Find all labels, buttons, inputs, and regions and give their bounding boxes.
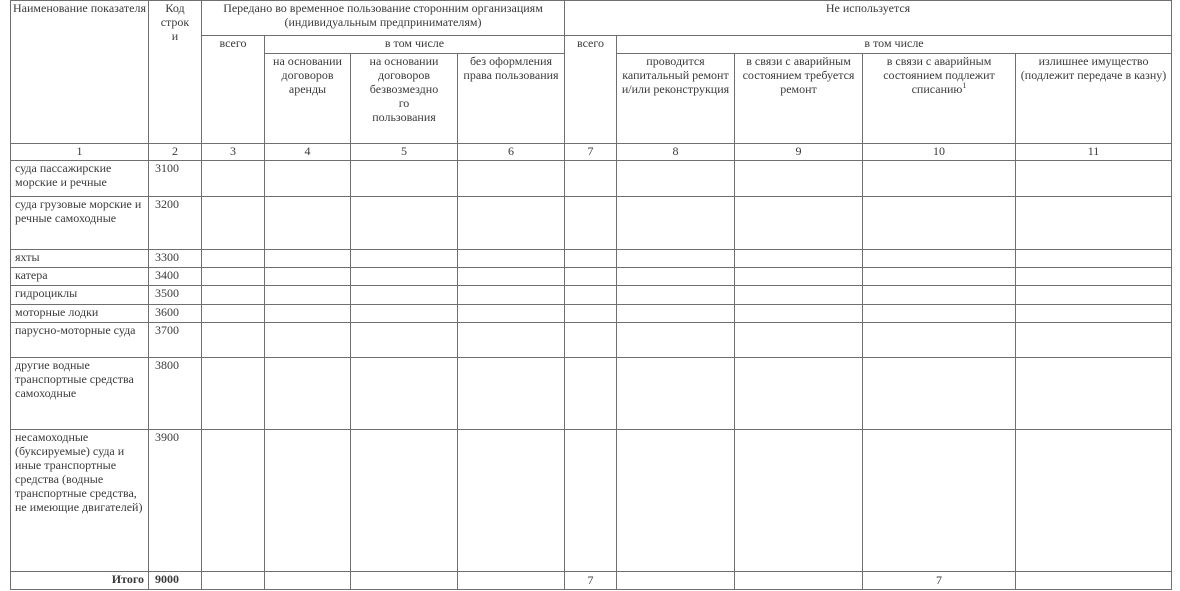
- table-row: [11, 250, 1172, 268]
- cell[interactable]: [617, 268, 735, 286]
- cell[interactable]: [1016, 323, 1172, 358]
- cell[interactable]: [265, 161, 351, 197]
- cell[interactable]: [1016, 305, 1172, 323]
- cell[interactable]: [863, 305, 1016, 323]
- table-row: [11, 286, 1172, 305]
- cell[interactable]: [863, 161, 1016, 197]
- cell[interactable]: [202, 305, 265, 323]
- table-row: [11, 268, 1172, 286]
- cell[interactable]: [265, 286, 351, 305]
- header-transferred-total: всего: [202, 36, 265, 144]
- header-code: Код строк и: [149, 1, 202, 144]
- table-row: [11, 197, 1172, 250]
- footnote-mark: 1: [962, 81, 967, 91]
- cell[interactable]: [458, 571, 565, 589]
- cell[interactable]: [863, 286, 1016, 305]
- cell[interactable]: [617, 358, 735, 429]
- cell[interactable]: [458, 268, 565, 286]
- total-col10-value[interactable]: 7: [863, 571, 1016, 589]
- cell[interactable]: [265, 323, 351, 358]
- cell[interactable]: [351, 250, 458, 268]
- cell[interactable]: [735, 161, 863, 197]
- header-col8: проводится капитальный ремонт и/или реконструкция: [617, 54, 735, 144]
- row-code: 3100: [149, 161, 202, 197]
- cell[interactable]: [1016, 358, 1172, 429]
- cell[interactable]: [863, 429, 1016, 571]
- row-name: другие водные транспортные средства самоходные: [11, 358, 149, 429]
- row-name: гидроциклы: [11, 286, 149, 305]
- column-number: 5: [351, 144, 458, 161]
- cell[interactable]: [617, 323, 735, 358]
- cell[interactable]: [617, 161, 735, 197]
- cell[interactable]: [458, 250, 565, 268]
- cell[interactable]: [202, 161, 265, 197]
- cell[interactable]: [351, 197, 458, 250]
- cell[interactable]: [565, 358, 617, 429]
- cell[interactable]: [202, 323, 265, 358]
- cell[interactable]: [458, 197, 565, 250]
- cell[interactable]: [735, 268, 863, 286]
- cell[interactable]: [265, 358, 351, 429]
- cell[interactable]: [617, 197, 735, 250]
- cell[interactable]: [1016, 268, 1172, 286]
- column-number: 7: [565, 144, 617, 161]
- row-name: моторные лодки: [11, 305, 149, 323]
- cell[interactable]: [617, 429, 735, 571]
- cell[interactable]: [351, 358, 458, 429]
- row-code: 3300: [149, 250, 202, 268]
- column-number: 8: [617, 144, 735, 161]
- cell[interactable]: [202, 358, 265, 429]
- column-number: 2: [149, 144, 202, 161]
- cell[interactable]: [351, 161, 458, 197]
- header-transferred: Передано во временное пользование сторонним организациям (индивидуальным предпринимателям): [202, 1, 565, 36]
- cell[interactable]: [565, 429, 617, 571]
- cell[interactable]: [351, 305, 458, 323]
- column-number: 10: [863, 144, 1016, 161]
- cell[interactable]: [565, 323, 617, 358]
- total-col7-value[interactable]: 7: [565, 571, 617, 589]
- cell[interactable]: [863, 250, 1016, 268]
- cell[interactable]: [1016, 250, 1172, 268]
- header-row-1: [11, 1, 1172, 36]
- cell[interactable]: [202, 268, 265, 286]
- column-number: 4: [265, 144, 351, 161]
- cell[interactable]: [735, 571, 863, 589]
- cell[interactable]: [202, 571, 265, 589]
- cell[interactable]: [458, 305, 565, 323]
- cell[interactable]: [1016, 571, 1172, 589]
- total-code: 9000: [149, 571, 202, 589]
- row-name: парусно-моторные суда: [11, 323, 149, 358]
- cell[interactable]: [1016, 161, 1172, 197]
- cell[interactable]: [1016, 197, 1172, 250]
- header-col9: в связи с аварийным состоянием требуется ремонт: [735, 54, 863, 144]
- cell[interactable]: [617, 250, 735, 268]
- cell[interactable]: [265, 305, 351, 323]
- cell[interactable]: [351, 323, 458, 358]
- row-name: яхты: [11, 250, 149, 268]
- cell[interactable]: [458, 286, 565, 305]
- column-numbers-row: [11, 144, 1172, 161]
- cell[interactable]: [458, 161, 565, 197]
- cell[interactable]: [735, 323, 863, 358]
- cell[interactable]: [735, 305, 863, 323]
- column-number: 9: [735, 144, 863, 161]
- cell[interactable]: [351, 429, 458, 571]
- cell[interactable]: [617, 286, 735, 305]
- cell[interactable]: [351, 286, 458, 305]
- cell[interactable]: [863, 323, 1016, 358]
- table-row: [11, 358, 1172, 429]
- table-row: [11, 429, 1172, 571]
- cell[interactable]: [265, 571, 351, 589]
- table-row: [11, 323, 1172, 358]
- header-col4: на основании договоров аренды: [265, 54, 351, 144]
- cell[interactable]: [735, 197, 863, 250]
- cell[interactable]: [735, 286, 863, 305]
- cell[interactable]: [735, 250, 863, 268]
- cell[interactable]: [351, 571, 458, 589]
- row-name: катера: [11, 268, 149, 286]
- cell[interactable]: [265, 197, 351, 250]
- cell[interactable]: [565, 197, 617, 250]
- cell[interactable]: [735, 358, 863, 429]
- cell[interactable]: [351, 268, 458, 286]
- property-usage-table: [10, 0, 1172, 590]
- column-number: 1: [11, 144, 149, 161]
- cell[interactable]: [565, 286, 617, 305]
- column-number: 11: [1016, 144, 1172, 161]
- row-code: 3700: [149, 323, 202, 358]
- header-not-used-total: всего: [565, 36, 617, 144]
- cell[interactable]: [458, 429, 565, 571]
- row-code: 3500: [149, 286, 202, 305]
- column-number: 6: [458, 144, 565, 161]
- table-row: [11, 305, 1172, 323]
- row-code: 3800: [149, 358, 202, 429]
- header-col10: в связи с аварийным состоянием подлежит списанию$^1$: [863, 54, 1016, 144]
- row-code: 3200: [149, 197, 202, 250]
- header-col11: излишнее имущество (подлежит передаче в казну): [1016, 54, 1172, 144]
- total-label: Итого: [11, 571, 149, 589]
- row-name: суда грузовые морские и речные самоходные: [11, 197, 149, 250]
- cell[interactable]: [1016, 429, 1172, 571]
- cell[interactable]: [458, 323, 565, 358]
- row-code: 3400: [149, 268, 202, 286]
- cell[interactable]: [565, 161, 617, 197]
- row-name: суда пассажирские морские и речные: [11, 161, 149, 197]
- cell[interactable]: [202, 197, 265, 250]
- column-number: 3: [202, 144, 265, 161]
- cell[interactable]: [265, 250, 351, 268]
- row-code: 3600: [149, 305, 202, 323]
- table-row: [11, 161, 1172, 197]
- cell[interactable]: [565, 268, 617, 286]
- cell[interactable]: [265, 429, 351, 571]
- header-name: Наименование показателя: [11, 1, 149, 144]
- cell[interactable]: [735, 429, 863, 571]
- cell[interactable]: [617, 571, 735, 589]
- cell[interactable]: [265, 268, 351, 286]
- row-name: несамоходные (буксируемые) суда и иные транспортные средства (водные транспортные средства, не имеющие двигателей): [11, 429, 149, 571]
- cell[interactable]: [565, 305, 617, 323]
- cell[interactable]: [1016, 286, 1172, 305]
- cell[interactable]: [202, 250, 265, 268]
- cell[interactable]: [863, 197, 1016, 250]
- header-not-used: Не используется: [565, 1, 1172, 36]
- header-not-used-including: в том числе: [617, 36, 1172, 54]
- cell[interactable]: [458, 358, 565, 429]
- cell[interactable]: [202, 429, 265, 571]
- header-transferred-including: в том числе: [265, 36, 565, 54]
- header-col6: без оформления права пользования: [458, 54, 565, 144]
- cell[interactable]: [617, 305, 735, 323]
- cell[interactable]: [202, 286, 265, 305]
- cell[interactable]: [565, 250, 617, 268]
- cell[interactable]: [863, 358, 1016, 429]
- row-code: 3900: [149, 429, 202, 571]
- total-row: [11, 571, 1172, 589]
- cell[interactable]: [863, 268, 1016, 286]
- header-col5: на основании договоров безвозмездно го пользования: [351, 54, 458, 144]
